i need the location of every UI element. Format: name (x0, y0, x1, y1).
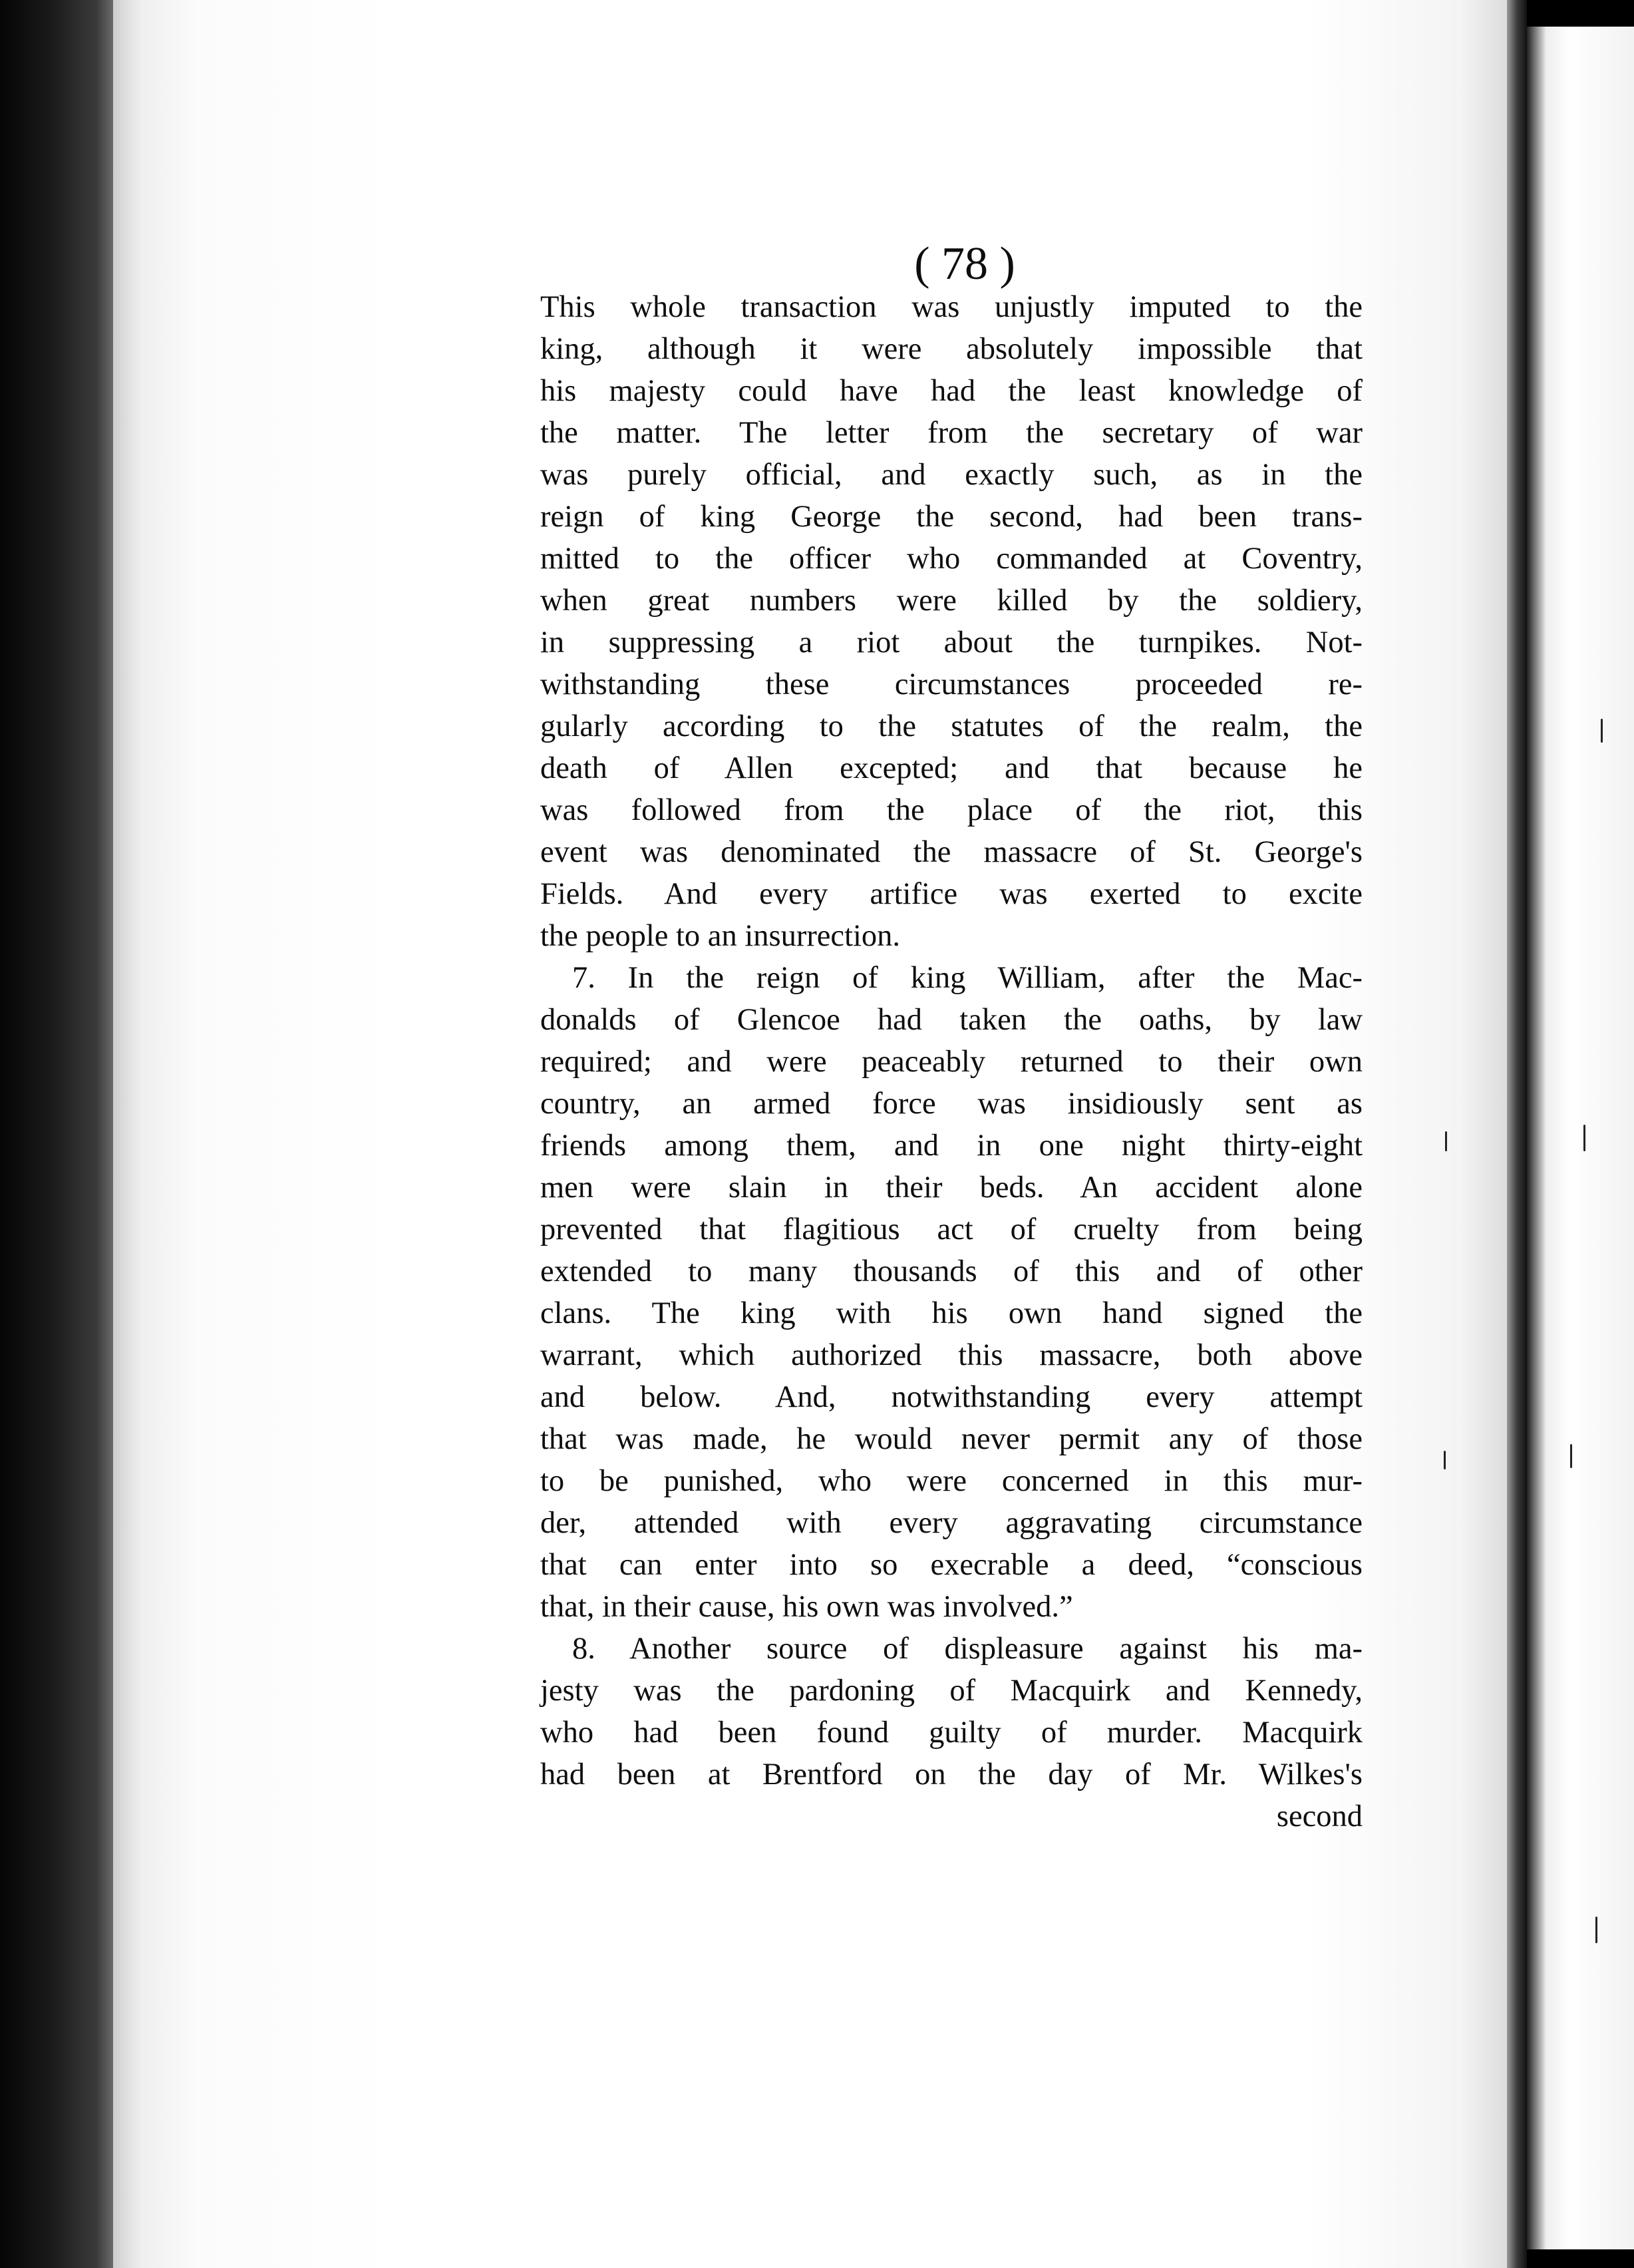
page-number-header: ( 78 ) (914, 238, 1015, 289)
page-edge-shadow (1507, 0, 1527, 2268)
text-line: donalds of Glencoe had taken the oaths, by law (540, 1003, 1363, 1037)
text-line: was followed from the place of the riot, this (540, 793, 1363, 827)
text-line: had been at Brentford on the day of Mr. Wilkes's (540, 1758, 1363, 1792)
text-line: his majesty could have had the least knowledge of (540, 374, 1363, 408)
bleed-through-mark (1570, 1444, 1572, 1468)
text-line: and below. And, notwithstanding every attempt (540, 1380, 1363, 1414)
bleed-through-mark (1595, 1917, 1597, 1943)
body-text (540, 286, 1363, 1837)
catchword: second (1276, 1799, 1363, 1833)
bleed-through-mark (1445, 1131, 1447, 1151)
facing-page-edge (1527, 27, 1634, 2249)
text-line: This whole transaction was unjustly imputed to the (540, 290, 1363, 324)
text-line: the people to an insurrection. (540, 919, 901, 953)
text-line: reign of king George the second, had been trans- (540, 500, 1363, 534)
text-line: that, in their cause, his own was involved.” (540, 1590, 1073, 1624)
text-line: gularly according to the statutes of the realm, the (540, 709, 1363, 743)
text-line: mitted to the officer who commanded at Coventry, (540, 542, 1363, 576)
text-line: friends among them, and in one night thirty-eight (540, 1129, 1363, 1163)
book-binding (0, 0, 113, 2268)
text-line: warrant, which authorized this massacre, both above (540, 1338, 1363, 1372)
text-line: to be punished, who were concerned in this mur- (540, 1464, 1363, 1498)
text-line: der, attended with every aggravating circumstance (540, 1506, 1363, 1540)
text-line: that was made, he would never permit any of those (540, 1422, 1363, 1456)
text-line: event was denominated the massacre of St. George's (540, 835, 1363, 869)
text-line: death of Allen excepted; and that because he (540, 751, 1363, 785)
text-line: was purely official, and exactly such, as in the (540, 458, 1363, 492)
text-line: prevented that flagitious act of cruelty from being (540, 1213, 1363, 1246)
text-line: who had been found guilty of murder. Macquirk (540, 1716, 1363, 1750)
text-line: when great numbers were killed by the soldiery, (540, 584, 1363, 618)
text-line: 7. In the reign of king William, after the Mac- (572, 961, 1363, 995)
bleed-through-mark (1583, 1125, 1585, 1151)
text-line: jesty was the pardoning of Macquirk and Kennedy, (540, 1674, 1363, 1708)
text-line: men were slain in their beds. An accident alone (540, 1171, 1363, 1205)
text-line: 8. Another source of displeasure against his ma- (572, 1632, 1363, 1666)
text-line: in suppressing a riot about the turnpikes. Not- (540, 626, 1363, 660)
text-line: country, an armed force was insidiously sent as (540, 1087, 1363, 1121)
text-line: extended to many thousands of this and of other (540, 1254, 1363, 1288)
text-line: withstanding these circumstances proceeded re- (540, 667, 1363, 701)
text-line: the matter. The letter from the secretary of war (540, 416, 1363, 450)
text-line: Fields. And every artifice was exerted to excite (540, 877, 1363, 911)
text-line: required; and were peaceably returned to their own (540, 1045, 1363, 1079)
text-line: that can enter into so execrable a deed, “conscious (540, 1548, 1363, 1582)
text-line: king, although it were absolutely impossible that (540, 332, 1363, 366)
bleed-through-mark (1601, 719, 1603, 743)
text-line: clans. The king with his own hand signed the (540, 1296, 1363, 1330)
bleed-through-mark (1444, 1451, 1446, 1469)
